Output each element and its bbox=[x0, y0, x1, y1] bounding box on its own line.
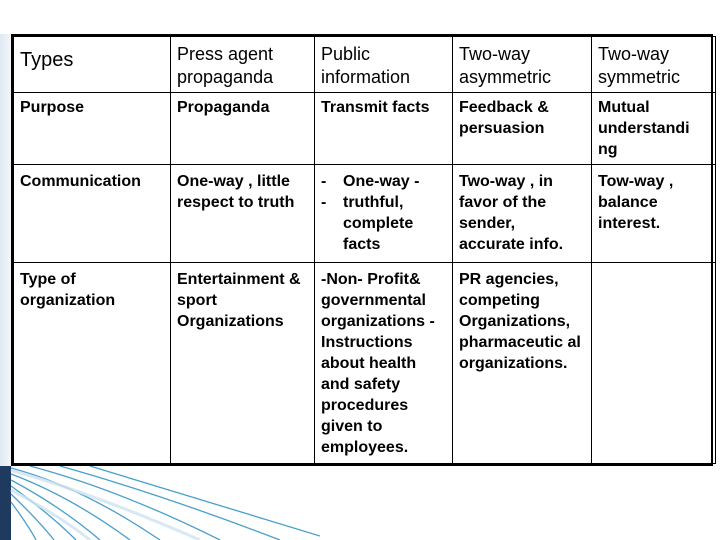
row-purpose bbox=[14, 93, 716, 165]
header-types: Types bbox=[14, 37, 171, 93]
header-two-way-asymmetric: Two-way asymmetric bbox=[453, 37, 592, 93]
cell-org-symmetric bbox=[592, 263, 716, 464]
cell-purpose-press-agent: Propaganda bbox=[171, 93, 315, 165]
cell-org-press-agent: Entertainment & sport Organizations bbox=[171, 263, 315, 464]
cell-communication-press-agent: One-way , little respect to truth bbox=[171, 165, 315, 263]
header-press-agent: Press agent propaganda bbox=[171, 37, 315, 93]
dash-item: - truthful, complete facts bbox=[321, 194, 414, 253]
header-row bbox=[14, 37, 716, 93]
dash-item: - One-way - bbox=[321, 173, 420, 190]
row-label-type-of-organization: Type of organization bbox=[14, 263, 171, 464]
cell-purpose-public-information: Transmit facts bbox=[315, 93, 453, 165]
cell-communication-asymmetric: Two-way , in favor of the sender, accurate info. bbox=[453, 165, 592, 263]
header-two-way-symmetric: Two-way symmetric bbox=[592, 37, 716, 93]
cell-communication-symmetric: Tow-way , balance interest. bbox=[592, 165, 716, 263]
row-label-communication: Communication bbox=[14, 165, 171, 263]
cell-org-public-information: -Non- Profit& governmental organizations -Instructions about health and safety procedures given to employees. bbox=[315, 263, 453, 464]
row-type-of-organization bbox=[14, 263, 716, 464]
cell-communication-public-information bbox=[315, 165, 453, 263]
header-public-information: Public information bbox=[315, 37, 453, 93]
comparison-table bbox=[11, 34, 713, 466]
row-label-purpose: Purpose bbox=[14, 93, 171, 165]
cell-org-asymmetric: PR agencies, competing Organizations, pharmaceutic al organizations. bbox=[453, 263, 592, 464]
cell-purpose-symmetric: Mutual understandi ng bbox=[592, 93, 716, 165]
row-communication bbox=[14, 165, 716, 263]
bottom-decor-graphic bbox=[0, 466, 320, 540]
cell-purpose-asymmetric: Feedback & persuasion bbox=[453, 93, 592, 165]
left-decor-bar bbox=[0, 34, 11, 466]
